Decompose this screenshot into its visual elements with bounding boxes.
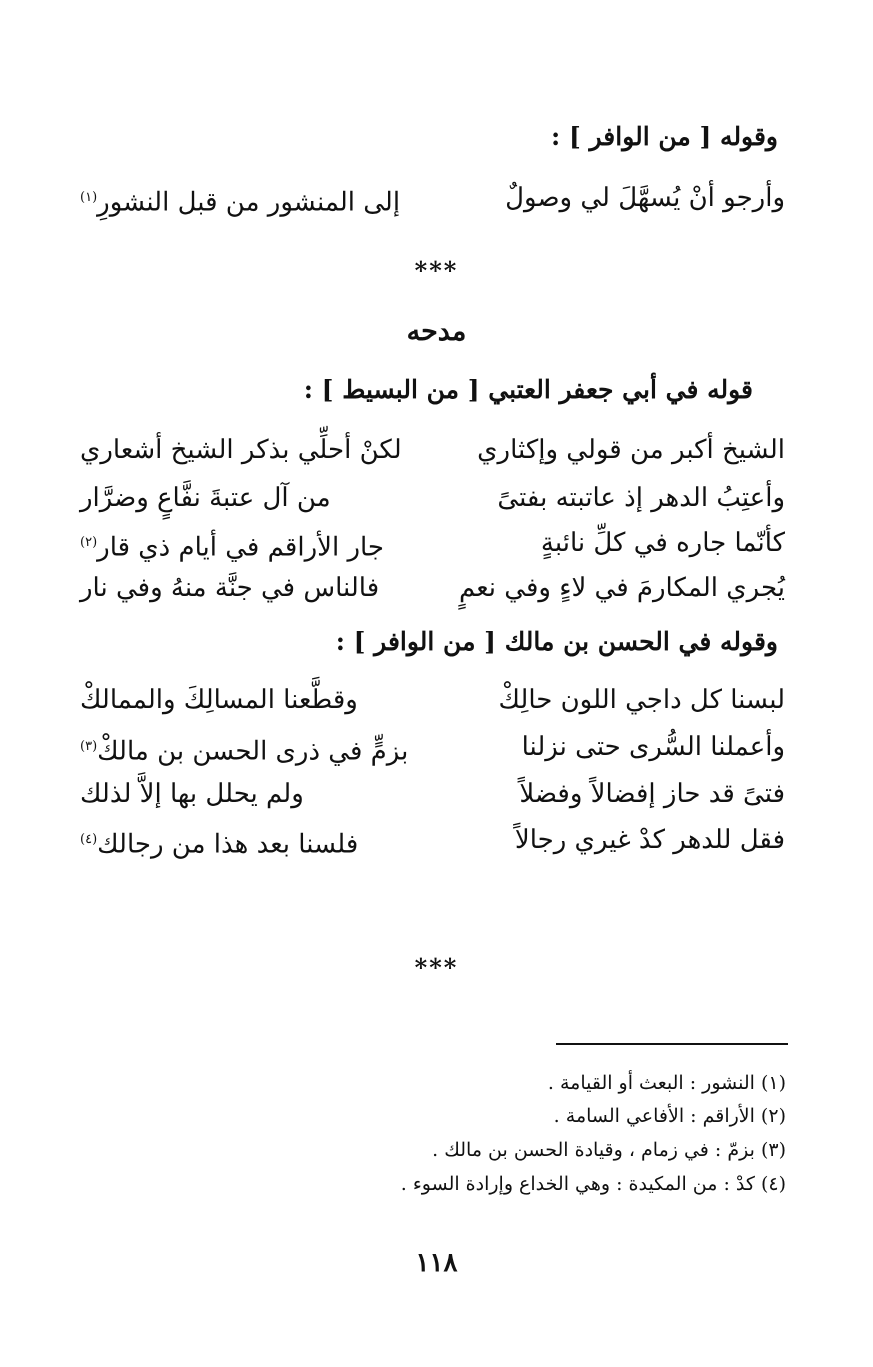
verse-text: وقطَّعنا المسالِكَ والممالكْ — [80, 685, 358, 715]
verse-first-hemistich: الشيخ أكبر من قولي وإكثاري — [477, 435, 785, 465]
verse-second-hemistich — [80, 523, 384, 568]
verse-first-hemistich: يُجري المكارمَ في لاءٍ وفي نعمٍ — [458, 573, 785, 603]
verse-line — [80, 430, 785, 470]
page-number: ١١٨ — [415, 1248, 458, 1278]
footnote-ref: (١) — [80, 190, 98, 205]
footnote-1: (١) النشور : البعث أو القيامة . — [547, 1072, 786, 1094]
verse-second-hemistich — [80, 178, 400, 223]
footnote-2: (٢) الأراقم : الأفاعي السامة . — [553, 1105, 786, 1127]
verse-second-hemistich — [80, 774, 304, 814]
footnote-3: (٣) بزمّ : في زمام ، وقيادة الحسن بن مالك . — [432, 1139, 786, 1161]
verse-first-hemistich: وأعملنا السُّرى حتى نزلنا — [521, 732, 785, 762]
poem-intro-wafir: وقوله [ من الوافر ] : — [551, 122, 778, 151]
verse-text: فالناس في جنَّة منهُ وفي نار — [80, 573, 380, 603]
verse-second-hemistich — [80, 568, 379, 608]
verse-text: من آل عتبةَ نفَّاعٍ وضرَّار — [80, 483, 331, 513]
verse-second-hemistich — [80, 680, 358, 720]
poem-intro-hasan: وقوله في الحسن بن مالك [ من الوافر ] : — [335, 627, 778, 656]
verse-second-hemistich — [80, 727, 408, 772]
section-separator-end: *** — [414, 953, 459, 982]
verse-text: فلسنا بعد هذا من رجالك — [97, 829, 359, 860]
verse-line — [80, 478, 785, 518]
verse-first-hemistich: كأنّما جاره في كلِّ نائبةٍ — [540, 528, 785, 558]
verse-line — [80, 568, 785, 608]
verse-first-hemistich: وأعتِبُ الدهر إذ عاتبته بفتىً — [497, 483, 785, 513]
footnote-ref: (٤) — [80, 832, 98, 847]
poem-intro-basit: قوله في أبي جعفر العتبي [ من البسيط ] : — [303, 375, 753, 404]
verse-second-hemistich — [80, 478, 331, 518]
verse-text: إلى المنشور من قبل النشورِ — [97, 187, 401, 218]
verse-line — [80, 523, 785, 563]
section-heading: مدحه — [406, 316, 467, 347]
verse-second-hemistich — [80, 430, 402, 470]
verse-line — [80, 680, 785, 720]
verse-text: جار الأراقم في أيام ذي قار — [97, 532, 384, 563]
footnote-ref: (٢) — [80, 535, 98, 550]
verse-text: بزمٍّ في ذرى الحسن بن مالكْ — [97, 736, 409, 767]
verse-text: ولم يحلل بها إلاَّ لذلك — [80, 779, 304, 809]
verse-first-hemistich: وأرجو أنْ يُسهَّلَ لي وصولٌ — [505, 183, 785, 213]
verse-text: لكنْ أحلِّي بذكر الشيخ أشعاري — [80, 435, 402, 465]
section-separator: *** — [414, 256, 459, 285]
verse-first-hemistich: فقل للدهر كدْ غيري رجالاً — [514, 825, 785, 855]
verse-line — [80, 178, 785, 218]
verse-first-hemistich: لبسنا كل داجي اللون حالِكْ — [498, 685, 785, 715]
footnote-divider — [556, 1043, 788, 1045]
verse-line — [80, 774, 785, 814]
footnote-4: (٤) كدْ : من المكيدة : وهي الخداع وإرادة السوء . — [400, 1173, 786, 1195]
verse-line — [80, 727, 785, 767]
verse-first-hemistich: فتىً قد حاز إفضالاً وفضلاً — [519, 779, 785, 809]
footnote-ref: (٣) — [80, 739, 98, 754]
verse-second-hemistich — [80, 820, 358, 865]
verse-line — [80, 820, 785, 860]
